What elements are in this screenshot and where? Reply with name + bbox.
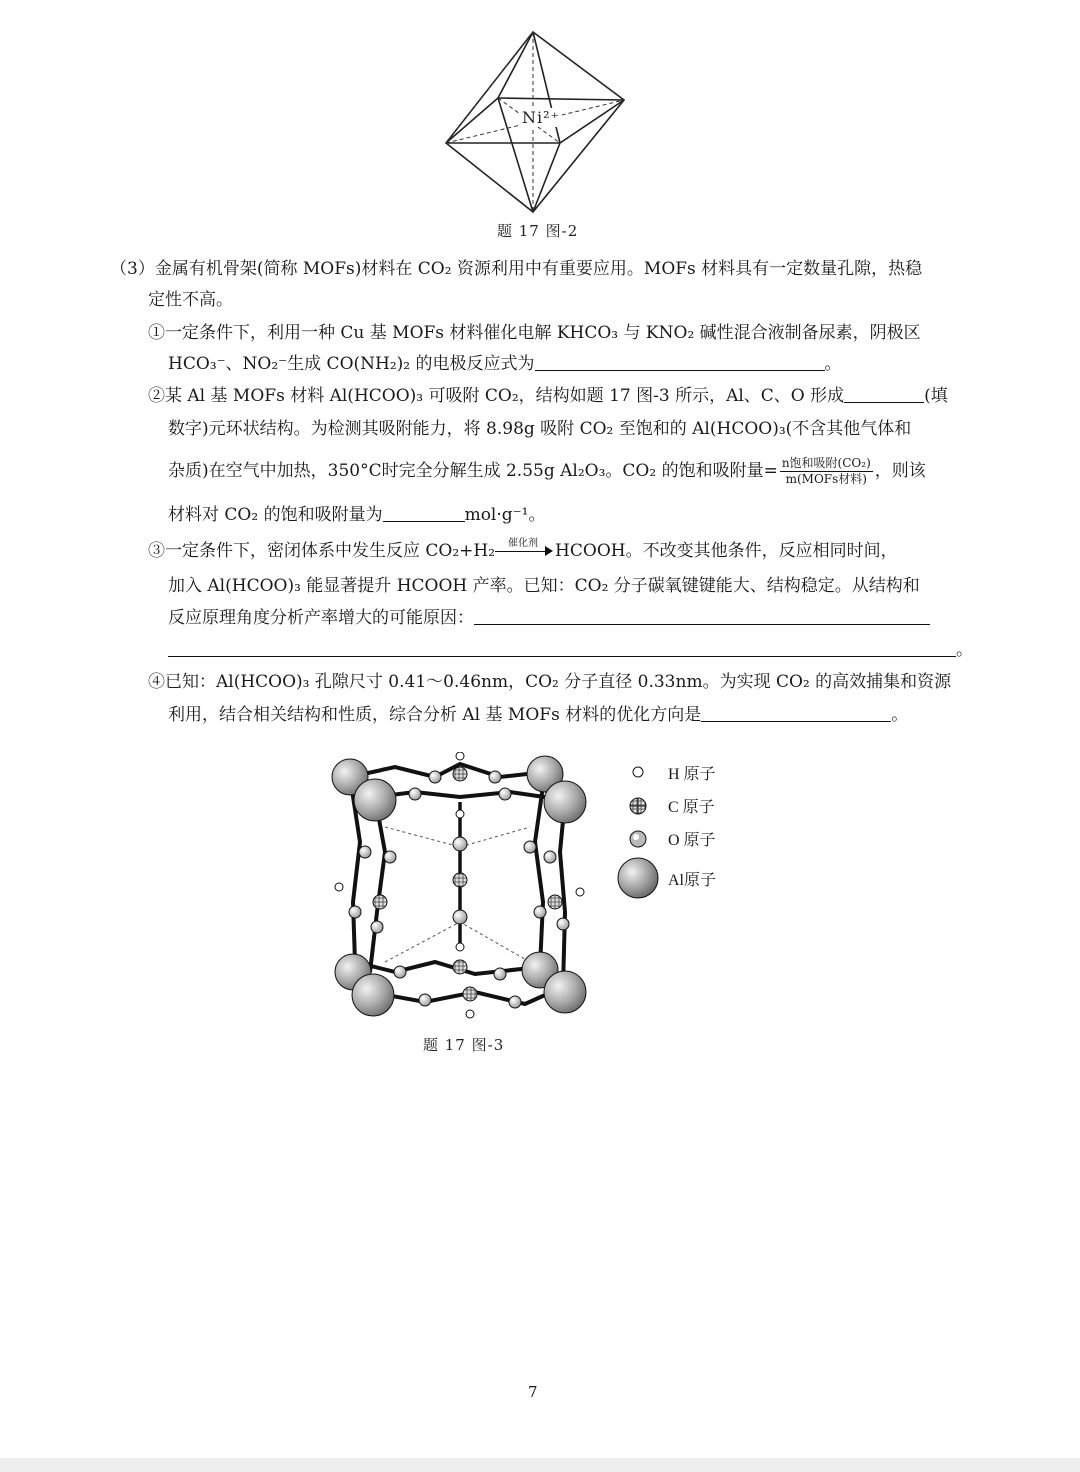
part2-fill: (填 <box>924 386 948 406</box>
part4-text: 利用，结合相关结构和性质，综合分析 Al 基 MOFs 材料的优化方向是 <box>168 705 702 725</box>
legend-h-label: H 原子 <box>668 766 716 783</box>
answer-blank-adsorption[interactable] <box>383 503 465 522</box>
q3-part1-line2 <box>168 352 842 376</box>
q3-part2-line2: 数字)元环状结构。为检测其吸附能力，将 8.98g 吸附 CO₂ 至饱和的 Al(HCOO)₃(不含其他气体和 <box>168 419 912 439</box>
legend-o-icon <box>627 828 649 850</box>
legend-al-label: Al原子 <box>668 872 717 889</box>
figure2-caption: 题 17 图-2 <box>497 222 579 240</box>
answer-blank-electrode-equation[interactable] <box>535 352 825 371</box>
arrow-shaft <box>495 551 549 552</box>
legend-h-icon <box>630 764 646 780</box>
legend-o-label: O 原子 <box>668 832 716 849</box>
arrow-head-icon <box>545 546 553 556</box>
q3-part2-line1 <box>148 384 948 408</box>
q3-part1-line1: ①一定条件下，利用一种 Cu 基 MOFs 材料催化电解 KHCO₃ 与 KNO₂ 碱性混合液制备尿素，阴极区 <box>148 323 921 343</box>
adsorption-fraction <box>780 456 873 487</box>
part3-text-b: HCOOH。不改变其他条件，反应相同时间， <box>555 541 898 561</box>
fraction-denominator: m(MOFs材料) <box>785 472 867 486</box>
q3-intro-line2: 定性不高。 <box>148 290 233 310</box>
part2-line4-text: 材料对 CO₂ 的饱和吸附量为 <box>168 505 383 525</box>
q3-part3-line1 <box>148 539 898 563</box>
q3-part2-line3 <box>168 456 926 487</box>
q3-part4-line2 <box>168 703 908 727</box>
part1-end: 。 <box>824 354 842 374</box>
part1-text: HCO₃⁻、NO₂⁻生成 CO(NH₂)₂ 的电极反应式为 <box>168 354 535 374</box>
part3-text: ③一定条件下，密闭体系中发生反应 CO₂+H₂ <box>148 541 496 561</box>
q3-part3-line2: 加入 Al(HCOO)₃ 能显著提升 HCOOH 产率。已知：CO₂ 分子碳氧键键能大、结构稳定。从结构和 <box>168 576 920 596</box>
q3-part2-line4 <box>168 503 545 527</box>
part2-line3-end: ，则该 <box>874 461 926 481</box>
q3-part4-line1: ④已知：Al(HCOO)₃ 孔隙尺寸 0.41～0.46nm，CO₂ 分子直径 0.33nm。为实现 CO₂ 的高效捕集和资源 <box>148 672 952 692</box>
part3-line3-text: 反应原理角度分析产率增大的可能原因： <box>168 608 474 628</box>
part3-end: 。 <box>956 640 973 660</box>
part2-unit: mol·g⁻¹。 <box>464 505 546 525</box>
page-number: 7 <box>528 1383 538 1401</box>
part4-end: 。 <box>891 705 909 725</box>
mof-structure-figure <box>325 752 625 1032</box>
legend-al-icon <box>615 855 661 901</box>
q3-part3-line4 <box>168 638 973 662</box>
answer-blank-reason-1[interactable] <box>474 606 930 625</box>
ni-ion-label: Ni²⁺ <box>522 108 560 127</box>
figure3-caption: 题 17 图-3 <box>423 1036 505 1054</box>
legend-c-label: C 原子 <box>668 799 715 816</box>
answer-blank-optimization[interactable] <box>701 703 891 722</box>
part2-line3-text: 杂质)在空气中加热，350°C时完全分解生成 2.55g Al₂O₃。CO₂ 的饱和吸附量= <box>168 461 778 481</box>
answer-blank-reason-2[interactable] <box>168 638 956 657</box>
q3-intro-line1: （3）金属有机骨架(简称 MOFs)材料在 CO₂ 资源利用中有重要应用。MOFs 材料具有一定数量孔隙，热稳 <box>110 259 923 279</box>
answer-blank-ring-size[interactable] <box>844 384 924 403</box>
catalyst-arrow <box>495 539 555 559</box>
bottom-strip <box>0 1458 1080 1472</box>
fraction-numerator: n饱和吸附(CO₂) <box>781 456 871 470</box>
catalyst-label: 催化剂 <box>508 538 539 549</box>
legend-c-icon <box>627 795 649 817</box>
part2-text: ②某 Al 基 MOFs 材料 Al(HCOO)₃ 可吸附 CO₂，结构如题 17 图-3 所示，Al、C、O 形成 <box>148 386 845 406</box>
q3-part3-line3 <box>168 606 930 630</box>
